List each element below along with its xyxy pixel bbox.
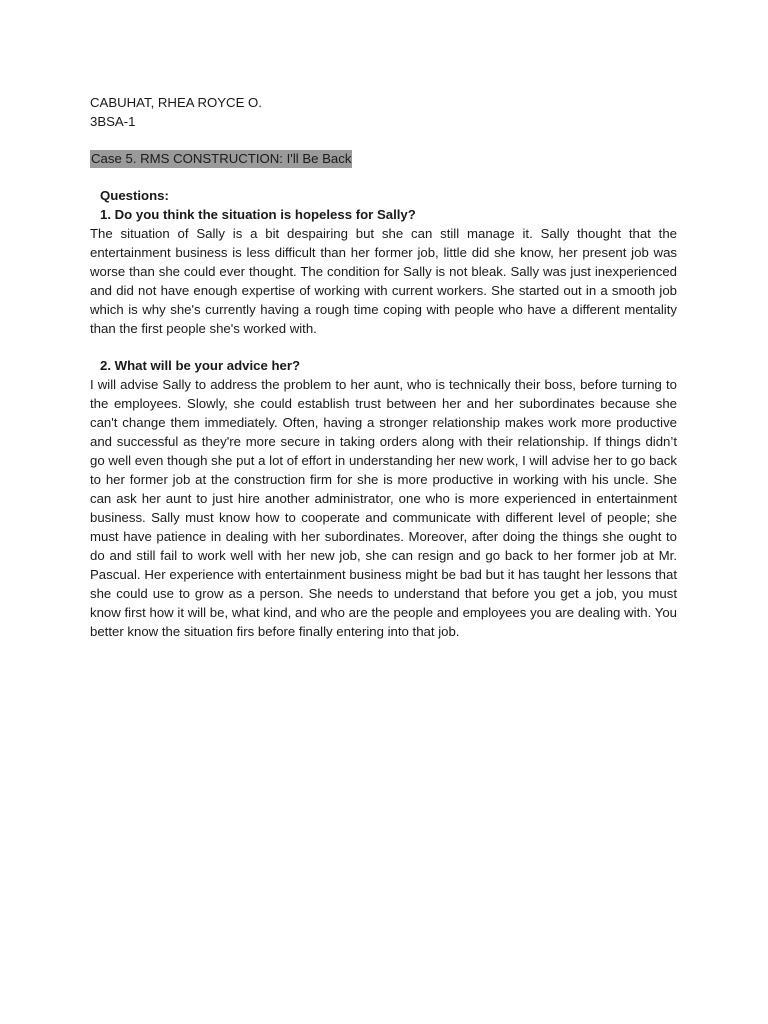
question-2: 2. What will be your advice her? [100, 358, 301, 373]
author-name: CABUHAT, RHEA ROYCE O. [90, 95, 262, 110]
questions-heading-wrap [90, 186, 677, 224]
author-section: 3BSA-1 [90, 114, 136, 129]
spacer [90, 338, 677, 356]
question-2-wrap [90, 356, 677, 375]
answer-1: The situation of Sally is a bit despairing but she can still manage it. Sally thought that the entertainment business is less difficult than her former job, little did she know, her present job was worse than she could ever thought. The condition for Sally is not bleak. Sally was just inexperienced and did not have enough expertise of working with current workers. She started out in a smooth job which is why she's currently having a rough time coping with people who have a different mentality than the first people she's worked with. [90, 226, 677, 336]
question-1: 1. Do you think the situation is hopeless for Sally? [100, 207, 416, 222]
questions-heading: Questions: [100, 188, 169, 203]
case-title: Case 5. RMS CONSTRUCTION: I'll Be Back [91, 151, 352, 166]
spacer [90, 131, 677, 149]
answer-2: I will advise Sally to address the problem to her aunt, who is technically their boss, before turning to the employees. Slowly, she could establish trust between her and her subordinates because she can't change them immediately. Often, having a stronger relationship makes work more productive and successful as they're more secure in taking orders along with their relationship. If things didn’t go well even though she put a lot of effort in understanding her new work, I will advise her to go back to her former job at the construction firm for she is more productive in working with his uncle. She can ask her aunt to just hire another administrator, one who is more experienced in entertainment business. Sally must know how to cooperate and communicate with different level of people; she must have patience in dealing with her subordinates. Moreover, after doing the things she ought to do and still fail to work well with her new job, she can resign and go back to her former job at Mr. Pascual. Her experience with entertainment business might be bad but it has taught her lessons that she could use to grow as a person. She needs to understand that before you get a job, you must know first how it will be, what kind, and who are the people and employees you are dealing with. You better know the situation firs before finally entering into that job. [90, 377, 677, 639]
document-body [90, 93, 677, 641]
spacer [90, 168, 677, 186]
